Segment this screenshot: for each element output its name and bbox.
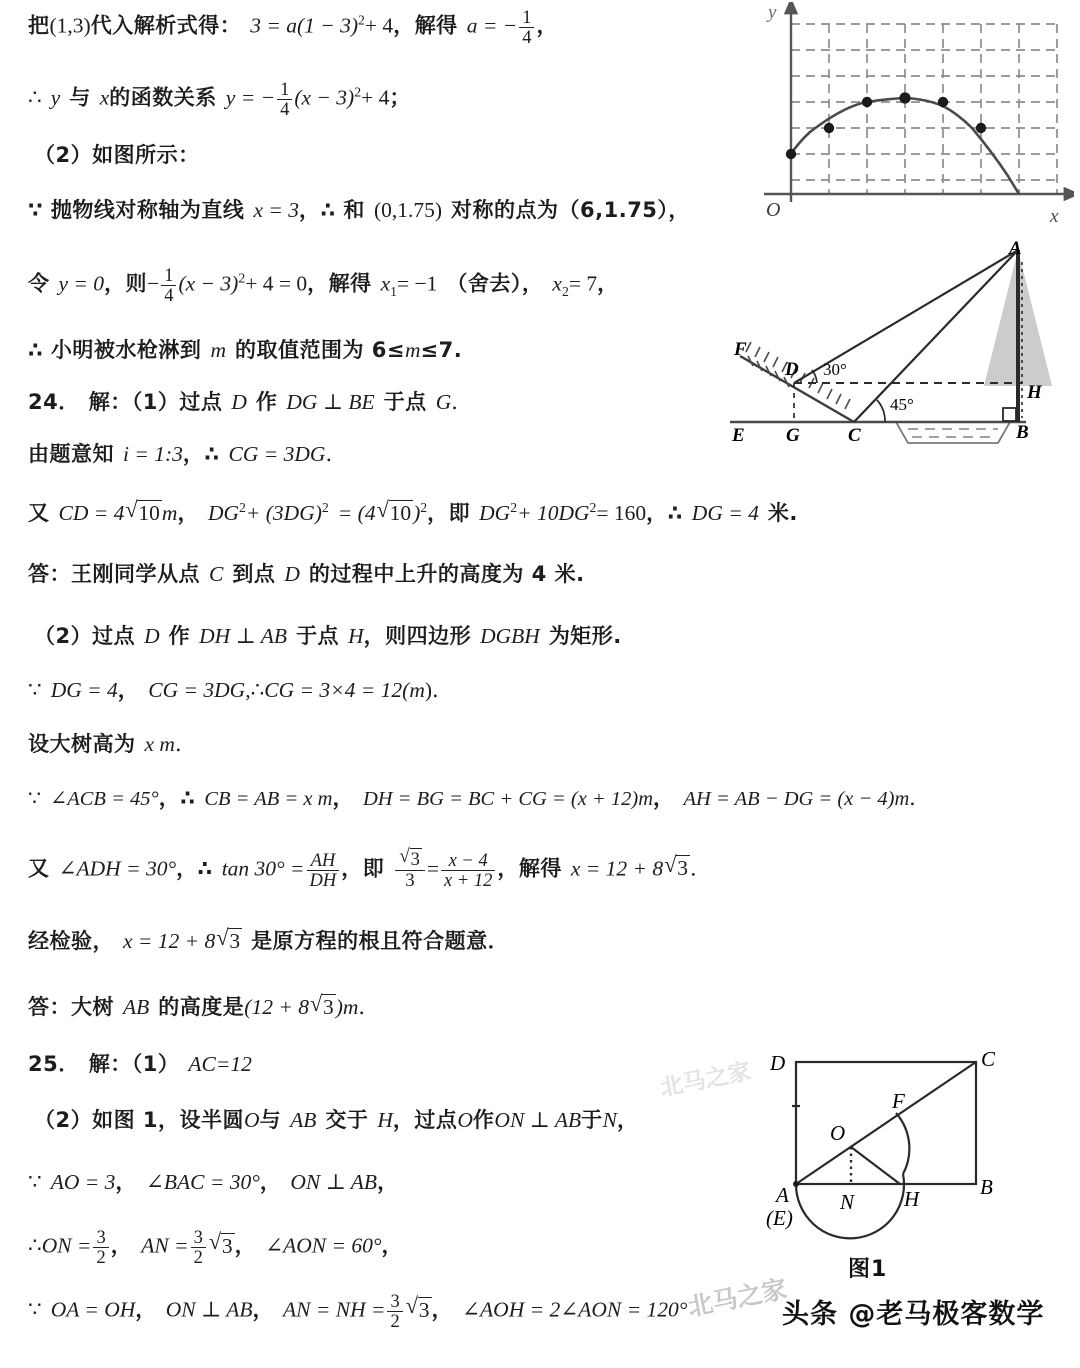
sight-line-CA: [854, 250, 1018, 422]
line21-aon: ∠AON = 60°: [265, 1233, 382, 1258]
figure-caption-1: 图1: [848, 1257, 888, 1282]
line1-point: (1,3): [49, 13, 91, 38]
water-pool: [896, 422, 1010, 443]
line14-c3: ，: [653, 786, 675, 810]
line7-a: 解：（1）过点: [88, 390, 223, 414]
line12-c2: ,∴: [245, 678, 265, 702]
line9-v: = 160: [596, 501, 647, 525]
rectangle-semicircle-figure: [748, 1034, 1068, 1304]
line12-e: )．: [424, 678, 454, 702]
line10-D: D: [284, 562, 300, 586]
label-H: H: [1027, 382, 1042, 403]
line9-m: m: [161, 501, 178, 525]
line21-fraction-1: $\frac{3}{2}$: [93, 1228, 108, 1267]
line10-b: 到点: [232, 562, 276, 586]
line22-c3: ，: [431, 1297, 454, 1322]
label-F: F: [892, 1089, 905, 1113]
line16-a: 经检验，: [28, 929, 114, 953]
line1-end: ，: [536, 13, 558, 38]
line4-a: ∵ 抛物线对称轴为直线: [28, 198, 245, 222]
line22-c2: ，: [252, 1297, 274, 1322]
line9-unit: 米.: [767, 501, 798, 525]
line15-c2: ，即: [341, 856, 385, 881]
line15-fraction-1: $\frac{AH}{DH}$: [307, 851, 340, 890]
text-line-5: 令 y = 0，则− $\frac{1}{4}$ $(x - 3)^2+ 4 = 0$，解得 $x_1= -1$ （舍去）， $x_2= 7$，: [28, 265, 619, 305]
line2-with: 与: [69, 85, 91, 110]
line1-eq-a: 3 = a(1 − 3): [250, 13, 359, 38]
point-A-dot: [793, 1181, 799, 1187]
line8-b: ，∴: [182, 442, 220, 466]
line19-AB: AB: [290, 1108, 317, 1132]
line17-radical: √ 3: [310, 994, 336, 1019]
label-E: E: [732, 425, 745, 446]
line9-c3: ，∴: [646, 501, 683, 525]
line8-i: i = 1:3: [123, 442, 183, 466]
line19-O: O: [244, 1108, 260, 1132]
line20-bac: ∠BAC = 30°: [145, 1170, 260, 1194]
line14-cb: CB = AB = x m: [204, 788, 333, 810]
line10-C: C: [209, 562, 224, 586]
line5-discard: （舍去），: [446, 271, 544, 296]
line16-radical: √ 3: [216, 928, 242, 953]
line21-c2: ，: [234, 1233, 257, 1258]
line19-d: ，过点: [392, 1108, 458, 1132]
line9-eq: = (4: [337, 501, 376, 525]
line6-b: 的取值范围为 6≤: [234, 338, 405, 362]
line21-radical: √ 3: [209, 1233, 235, 1258]
line15-c1: ，∴: [176, 856, 213, 881]
text-line-20: [28, 1172, 399, 1194]
line5-expr: (x − 3): [178, 271, 239, 296]
line8-c: ．: [325, 442, 347, 466]
line9-radical-1: √ 10: [125, 500, 162, 525]
line8-a: 由题意知: [28, 442, 114, 466]
line22-radical: √ 3: [406, 1297, 432, 1322]
line14-a: ∵: [28, 788, 42, 810]
line21-fraction-2: $\frac{3}{2}$: [191, 1228, 206, 1267]
line21-a: ∴: [28, 1233, 42, 1258]
label-B: B: [980, 1175, 993, 1199]
label-B: B: [1016, 422, 1029, 443]
line18-number: 25．: [28, 1052, 80, 1076]
line22-c1: ，: [135, 1297, 157, 1322]
line5-y: y = 0: [58, 271, 105, 296]
line17-b: 的高度是: [158, 995, 245, 1019]
line7-G: G: [435, 390, 452, 414]
segment-OH: [851, 1147, 900, 1184]
angle-label-30: 30°: [823, 360, 847, 379]
line7-b: 作: [255, 390, 278, 414]
line19-N: N: [602, 1108, 617, 1132]
line5-let: 令: [28, 271, 50, 296]
line20-c3: ，: [377, 1170, 399, 1194]
line5-fraction: $\frac{1}{4}$: [161, 266, 176, 305]
line5-neg: −: [147, 271, 160, 296]
line17-ab: AB: [123, 995, 150, 1019]
line16-x: x = 12 + 8: [123, 929, 216, 953]
right-angle-mark-B: [1003, 408, 1016, 421]
line15-fraction-3: $\frac{x - 4}{x + 12}$: [441, 851, 495, 890]
watermark-main: 头条 @老马极客数学: [782, 1299, 1045, 1330]
line11-H: H: [348, 624, 364, 648]
line9-p2: + 10DG: [517, 501, 590, 525]
line15-res: x = 12 + 8: [570, 856, 664, 881]
line2-tail: + 4: [361, 85, 390, 110]
text-line-9: 又 CD = 4 √ 10m， $DG^2+ (3DG)^2 = (4$ √ 10)$^2$，即 $DG^2+ 10DG^2= 160$，∴ DG = 4 米.: [28, 500, 798, 525]
line11-b: 作: [168, 624, 191, 648]
line21-on: ON =: [41, 1233, 92, 1258]
line5-x2: x: [552, 271, 562, 296]
line5-v1: = −1: [397, 271, 438, 296]
line15-eqs: =: [426, 856, 439, 881]
line14-c4: ．: [909, 788, 930, 810]
line9-dg2: DG: [479, 501, 511, 525]
line19-b: 与: [259, 1108, 282, 1132]
line15-c3: ，解得: [497, 856, 562, 881]
line1-mid: 代入解析式得：: [90, 13, 242, 38]
line11-d: ，则四边形: [363, 624, 472, 648]
label-A: A: [1009, 238, 1022, 259]
line1-exp: 2: [358, 12, 365, 28]
line18-ac: AC=12: [188, 1052, 252, 1076]
label-N: N: [840, 1190, 855, 1214]
line7-DG: DG ⊥ BE: [286, 390, 375, 414]
line19-c: 交于: [325, 1108, 369, 1132]
line22-a: ∵: [28, 1297, 42, 1322]
line1-fraction: $\frac{1}{4}$: [519, 8, 534, 47]
line12-a: ∵: [28, 678, 42, 702]
text-line-16: [28, 928, 509, 953]
y-axis-label: y: [768, 2, 777, 23]
line5-v2: = 7: [568, 271, 598, 296]
origin-label: O: [766, 199, 781, 221]
diagonal-AC: [796, 1062, 976, 1184]
angle-label-45: 45°: [890, 395, 914, 414]
text-line-14: [28, 788, 930, 810]
line11-e: 为矩形.: [548, 624, 622, 648]
line5-c2: ，解得: [307, 271, 372, 296]
line7-number: 24．: [28, 390, 80, 414]
line2-rest: (x − 3): [294, 85, 355, 110]
line1-solve: 解得: [414, 13, 458, 38]
line5-x1: x: [380, 271, 391, 296]
slope-tree-figure: [722, 238, 1078, 450]
line6-c: ≤7.: [420, 338, 463, 362]
line17-v2: )m: [335, 995, 359, 1019]
line18-a: 解：（1）: [88, 1052, 180, 1076]
line9-radical-2: √ 10: [377, 500, 414, 525]
line2-eq: y = −: [225, 85, 276, 110]
line9-c2: ，即: [427, 501, 471, 525]
label-D: D: [785, 359, 799, 380]
line2-y: y: [50, 85, 61, 110]
line6-m: m: [210, 338, 226, 362]
line21-c1: ，: [110, 1233, 133, 1258]
line14-c2: ，: [332, 786, 354, 810]
line15-fraction-2: √ $\frac{3}{3}$: [395, 848, 425, 890]
line20-c1: ，: [115, 1170, 137, 1194]
line1-comma: ，: [393, 13, 415, 38]
label-G: G: [786, 425, 800, 446]
line4-c: 对称的点为（6,1.75），: [451, 198, 690, 222]
line5-eq: + 4 = 0: [245, 271, 308, 296]
line9-cd: CD = 4: [58, 501, 125, 525]
text-line-6: [28, 340, 462, 362]
label-C: C: [848, 425, 861, 446]
line15-end: ．: [689, 856, 712, 881]
line13-a: 设大树高为: [28, 732, 136, 756]
line5-c1: ，则: [104, 271, 148, 296]
line12-r: CG = 3×4 = 12(: [264, 678, 410, 702]
line13-b: ．: [174, 732, 197, 756]
line16-b: 是原方程的根且符合题意．: [251, 929, 510, 953]
line13-x: x m: [144, 732, 175, 756]
line17-v: (12 + 8: [244, 995, 309, 1019]
line15-tan: tan 30° =: [221, 856, 305, 881]
text-line-19: [34, 1110, 638, 1132]
line21-c3: ，: [381, 1233, 403, 1258]
line5-end: ，: [597, 271, 619, 296]
line14-acb: ∠ACB = 45°: [50, 788, 159, 810]
label-D: D: [770, 1051, 786, 1075]
line7-c: 于点: [383, 390, 427, 414]
line9-plus: + (3DG): [245, 501, 322, 525]
x-axis-label: x: [1050, 206, 1059, 227]
text-line-17: [28, 994, 380, 1019]
line22-an: AN = NH =: [283, 1297, 386, 1322]
line12-dg: DG = 4: [50, 678, 118, 702]
line20-on: ON ⊥ AB: [290, 1170, 378, 1194]
line19-ON: ON ⊥ AB: [494, 1108, 582, 1132]
line11-D: D: [144, 624, 160, 648]
line17-a: 答：大树: [28, 995, 114, 1019]
line2-therefore: ∴: [28, 85, 42, 110]
line22-oa: OA = OH: [50, 1297, 136, 1322]
line1-lead: 把: [28, 13, 50, 38]
text-line-4: [28, 200, 690, 222]
line12-m: m: [409, 678, 425, 702]
line19-g: ，: [616, 1108, 639, 1132]
line2-fraction: $\frac{1}{4}$: [277, 80, 292, 119]
parabola-grid-figure: [744, 2, 1074, 230]
text-line-2: [28, 80, 411, 119]
line7-D: D: [231, 390, 247, 414]
line11-a: （2）过点: [34, 624, 136, 648]
text-line-11: [34, 626, 622, 648]
text-line-1: [28, 8, 558, 47]
line4-x: x = 3: [253, 198, 299, 222]
text-line-7: [28, 392, 473, 414]
text-line-18: [28, 1054, 252, 1076]
line9-res: DG = 4: [691, 501, 759, 525]
line19-f: 于: [581, 1108, 603, 1132]
line2-exp: 2: [354, 84, 362, 100]
line12-c1: ，: [117, 678, 140, 702]
line19-O2: O: [457, 1108, 473, 1132]
line9-you: 又: [28, 501, 50, 525]
line10-a: 答：王刚同学从点: [28, 562, 200, 586]
text-line-8: [28, 444, 347, 466]
line1-a: a = −: [466, 13, 518, 38]
line1-eq-b: + 4: [364, 13, 394, 38]
line15-adh: ∠ADH = 30°: [58, 856, 177, 881]
line15-radical: √ 3: [664, 855, 690, 880]
line19-H: H: [377, 1108, 393, 1132]
line9-dg: DG: [207, 501, 240, 525]
line2-rel: 的函数关系: [109, 85, 217, 110]
line21-an: AN =: [141, 1233, 189, 1258]
line10-c: 的过程中上升的高度为 4 米.: [308, 562, 585, 586]
label-F: F: [734, 339, 747, 360]
watermark-ghost-upper: 北马之家: [657, 1058, 754, 1102]
line4-point: (0,1.75): [373, 198, 443, 222]
line22-aoh: ∠AOH = 2∠AON = 120°: [462, 1297, 688, 1322]
label-A: A: [776, 1183, 789, 1207]
label-C: C: [981, 1047, 996, 1071]
text-line-13: [28, 734, 196, 756]
label-E: (E): [766, 1206, 793, 1230]
line7-d: ．: [451, 390, 473, 414]
line5-exp: 2: [238, 270, 246, 286]
line19-e: 作: [472, 1108, 495, 1132]
line22-fraction: $\frac{3}{2}$: [387, 1292, 402, 1331]
line20-a: ∵: [28, 1170, 42, 1194]
line11-DH: DH ⊥ AB: [199, 624, 288, 648]
line19-a: （2）如图 1，设半圆: [34, 1108, 245, 1132]
line2-end: ；: [389, 85, 411, 110]
line20-ao: AO = 3: [50, 1170, 116, 1194]
line12-cg: CG = 3DG: [148, 678, 246, 702]
line9-c1: ，: [177, 501, 199, 525]
line15-you: 又: [28, 856, 50, 881]
line14-ah: AH = AB − DG = (x − 4)m: [683, 788, 910, 810]
label-O: O: [830, 1121, 846, 1145]
semicircle-arc-upper: [896, 1113, 909, 1174]
label-H: H: [904, 1187, 920, 1211]
text-line-22: [28, 1292, 687, 1331]
text-line-3: （2）如图所示：: [34, 143, 200, 167]
line6-m2: m: [405, 338, 421, 362]
line11-c: 于点: [296, 624, 340, 648]
watermark-ghost: 北马之家: [685, 1274, 790, 1322]
line14-dh: DH = BG = BC + CG = (x + 12)m: [362, 788, 654, 810]
line2-x: x: [99, 85, 110, 110]
line20-c2: ，: [259, 1170, 282, 1194]
line17-c: ．: [358, 995, 380, 1019]
line4-b: ，∴ 和: [299, 198, 365, 222]
text-line-12: [28, 680, 454, 702]
line14-c1: ，∴: [158, 786, 196, 810]
angle-arc-45: [877, 400, 885, 422]
text-line-15: [28, 848, 711, 890]
line22-on: ON ⊥ AB: [165, 1297, 253, 1322]
text-line-10: [28, 564, 585, 586]
line11-quad: DGBH: [480, 624, 540, 648]
text-line-21: [28, 1228, 403, 1267]
line6-a: ∴ 小明被水枪淋到: [28, 338, 202, 362]
line8-cg: CG = 3DG: [228, 442, 326, 466]
